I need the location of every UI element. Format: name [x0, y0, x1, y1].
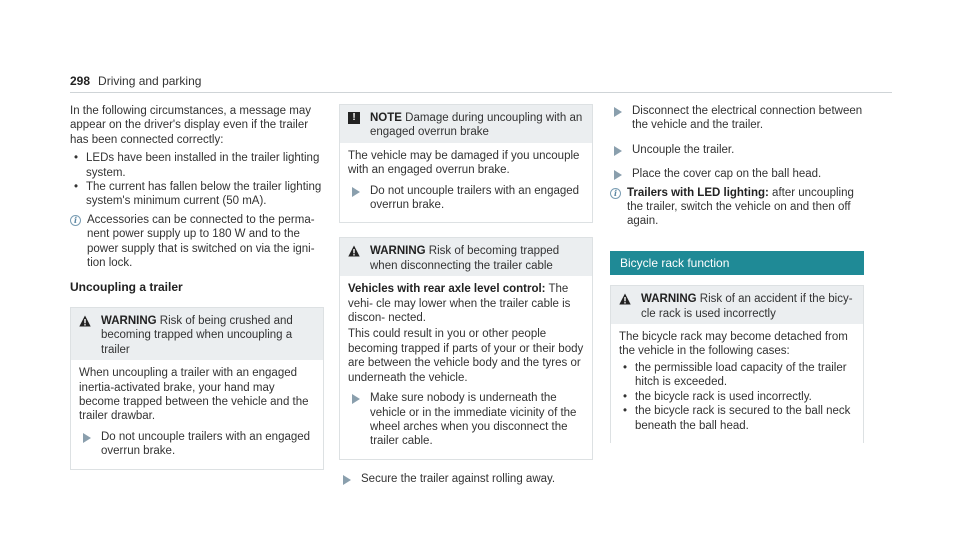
notice-header: [340, 105, 592, 143]
list-item: • the permissible load capacity of the trailer hitch is exceeded.: [619, 361, 855, 390]
info-led-text-block: [627, 186, 864, 229]
notice-box-damage: [339, 104, 593, 223]
step-text: Make sure nobody is underneath the vehicle or in the immediate vicinity of the wheel arches when you disconnect the trailer cable.: [370, 392, 577, 448]
step-arrow-icon: [352, 187, 360, 197]
secure-trailer-step: [339, 472, 593, 486]
intro-paragraph: In the following circumstances, a message may appear on the driver's display even if the trailer has been connected correctly:: [70, 105, 311, 146]
warning-step: [79, 430, 315, 459]
warning-label: WARNING: [101, 314, 157, 327]
warning-triangle-icon: [79, 315, 91, 327]
step-arrow-icon: [614, 107, 622, 117]
info-icon: i: [70, 215, 81, 226]
warning-text: The bicycle rack may become detached from the vehicle in the following cases:: [619, 331, 848, 358]
warning-triangle-icon: [348, 245, 360, 257]
notice-title: Damage during uncoupling with an engaged overrun brake: [370, 112, 583, 139]
warning-title-block: [101, 314, 315, 357]
warning-header: [340, 238, 592, 276]
info-note: [70, 213, 324, 271]
warning-box-crushed: [70, 307, 324, 470]
step-text: Place the cover cap on the ball head.: [632, 168, 822, 181]
warning-lead: Vehicles with rear axle level control:: [348, 283, 546, 296]
warning-label: WARNING: [370, 245, 426, 258]
circumstance-list: [70, 151, 324, 209]
warning-text: When uncoupling a trailer with an engaged inertia-activated brake, your hand may become trapped between the vehicle and the trailer drawbar.: [79, 367, 309, 423]
list-item: • The current has fallen below the trailer lighting system's minimum current (50 mA).: [70, 180, 324, 209]
warning-header: [71, 308, 323, 360]
step-text: Do not uncouple trailers with an engaged overrun brake.: [101, 430, 311, 458]
step-text: Do not uncouple trailers with an engaged overrun brake.: [370, 184, 580, 212]
page-header: [70, 74, 201, 88]
step-uncouple: [610, 143, 864, 157]
warning-lead-text: The vehi- cle may lower when the trailer cable is discon- nected.: [348, 283, 571, 325]
list-item: • the bicycle rack is secured to the ball neck beneath the ball head.: [619, 404, 855, 433]
column-2: [339, 104, 593, 490]
warning-label: WARNING: [641, 293, 697, 306]
warning-lead-paragraph: [348, 282, 584, 325]
warning-title: Risk of becoming trapped when disconnecting the trailer cable: [370, 245, 560, 272]
header-rule: [70, 92, 892, 93]
warning-body: [611, 324, 863, 443]
notice-step: [348, 184, 584, 213]
warning-triangle-icon: [619, 293, 631, 305]
notice-label: NOTE: [370, 112, 402, 124]
info-led-note: [610, 186, 864, 229]
warning-text: This could result in you or other people becoming trapped if parts of your or their body are between the vehicle body and the tyres or underneath the vehicle.: [348, 328, 584, 384]
page-number: 298: [70, 74, 91, 88]
section-name: Driving and parking: [98, 74, 202, 88]
notice-text: The vehicle may be damaged if you uncouple with an engaged overrun brake.: [348, 149, 580, 177]
info-icon: i: [610, 188, 621, 199]
exclamation-icon: !: [348, 112, 360, 124]
step-text: Secure the trailer against rolling away.: [361, 472, 556, 485]
column-1: [70, 104, 324, 480]
warning-box-bicycle: [610, 285, 864, 443]
step-cover-cap: [610, 167, 864, 181]
notice-title-block: [370, 111, 584, 140]
bicycle-case-list: [619, 361, 855, 433]
notice-body: [340, 143, 592, 223]
warning-title: Risk of being crushed and becoming trapped when uncoupling a trailer: [101, 314, 293, 356]
step-text: Uncouple the trailer.: [632, 143, 735, 156]
warning-title-block: [641, 292, 855, 321]
step-text: Disconnect the electrical connection between the vehicle and the trailer.: [632, 105, 863, 132]
step-arrow-icon: [352, 394, 360, 404]
list-item: • the bicycle rack is used incorrectly.: [619, 390, 855, 404]
warning-box-trapped: [339, 237, 593, 459]
info-text: after uncoupling the trailer, switch the vehicle on and then off again.: [627, 186, 854, 228]
step-arrow-icon: [614, 146, 622, 156]
warning-header: [611, 286, 863, 324]
column-3: [610, 104, 864, 453]
warning-step: [348, 391, 584, 449]
step-arrow-icon: [343, 475, 351, 485]
step-arrow-icon: [614, 170, 622, 180]
warning-body: [71, 360, 323, 468]
info-lead: Trailers with LED lighting:: [627, 186, 769, 199]
warning-body: [340, 276, 592, 458]
list-item: • LEDs have been installed in the trailer lighting system.: [70, 151, 324, 180]
step-disconnect: [610, 104, 864, 133]
info-note-text: Accessories can be connected to the perma- nent power supply up to 180 W and to the power supply that is switched on via the igni- tion lock.: [87, 213, 315, 270]
warning-title-block: [370, 244, 584, 273]
section-title-bar: Bicycle rack function: [610, 251, 864, 275]
uncoupling-heading: Uncoupling a trailer: [70, 280, 183, 295]
step-arrow-icon: [83, 433, 91, 443]
warning-title: Risk of an accident if the bicy- cle rack is used incorrectly: [641, 293, 853, 320]
